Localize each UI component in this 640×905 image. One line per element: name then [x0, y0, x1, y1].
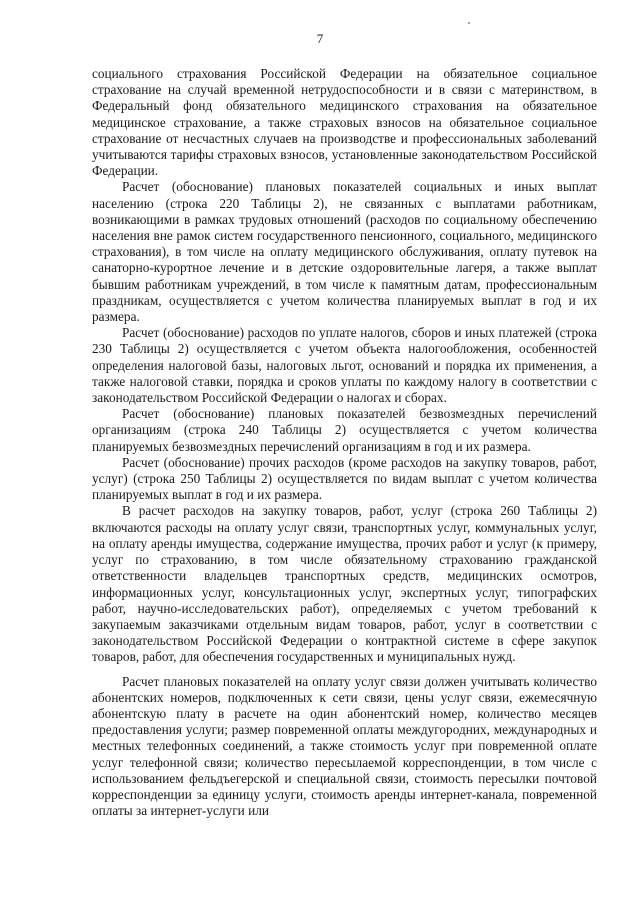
paragraph-taxes: Расчет (обоснование) расходов по уплате налогов, сборов и иных платежей (строка 230 Таблицы 2) осуществляется с учетом объекта налогообложения, особенностей определения налоговой базы, налоговых льгот, оснований и порядка их применения, а также налоговой ставки, порядка и сроков уплаты по каждому налогу в соответствии с законодательством Российской Федерации о налогах и сборах. — [92, 325, 597, 406]
scan-speck — [468, 22, 470, 24]
paragraph-other-expenses: Расчет (обоснование) прочих расходов (кроме расходов на закупку товаров, работ, услуг) (строка 250 Таблицы 2) осуществляется по видам выплат с учетом количества планируемых выплат в год и их размера. — [92, 454, 597, 503]
paragraph-social-payments: Расчет (обоснование) плановых показателей социальных и иных выплат населению (строка 220 Таблицы 2), не связанных с выплатами работникам, возникающими в рамках трудовых отношений (расходов по социальному обеспечению населения вне рамок систем государственного пенсионного, социального, медицинского страхования), в том числе на оплату медицинского обслуживания, оплату путевок на санаторно-курортное лечение и в детские оздоровительные лагеря, а также выплат бывшим работникам учреждений, в том числе к памятным датам, профессиональным праздникам, осуществляется с учетом количества планируемых выплат в год и их размера. — [92, 179, 597, 325]
page-number: 7 — [316, 31, 324, 46]
paragraph-communication-services: Расчет плановых показателей на оплату услуг связи должен учитывать количество абонентских номеров, подключенных к сети связи, цены услуг связи, ежемесячную абонентскую плату в расчете на один абонентский номер, количество месяцев предоставления услуги; размер повременной оплаты междугородних, международных и местных телефонных соединений, а также стоимость услуг при повременной оплате услуг телефонной связи; количество пересылаемой корреспонденции, в том числе с использованием фельдъегерской и специальной связи, стоимость пересылки почтовой корреспонденции за единицу услуги, стоимость аренды интернет-канала, повременной оплаты за интернет-услуги или — [92, 673, 597, 819]
paragraph-continuation: социального страхования Российской Федерации на обязательное социальное страхование на случай временной нетрудоспособности и в связи с материнством, в Федеральный фонд обязательного медицинского страхования на обязательное медицинское страхование, а также страховых взносов на обязательное социальное страхование от несчастных случаев на производстве и профессиональных заболеваний учитываются тарифы страховых взносов, установленные законодательством Российской Федерации. — [92, 66, 597, 179]
paragraph-procurement: В расчет расходов на закупку товаров, работ, услуг (строка 260 Таблицы 2) включаются расходы на оплату услуг связи, транспортных услуг, коммунальных услуг, на оплату аренды имущества, содержание имущества, прочих работ и услуг (к примеру, услуг по страхованию, в том числе обязательному страхованию гражданской ответственности владельцев транспортных средств, медицинских осмотров, информационных услуг, консультационных услуг, экспертных услуг, типографских работ, научно-исследовательских работ), определяемых с учетом требований к закупаемым заказчиками отдельным видам товаров, работ, услуг в соответствии с законодательством Российской Федерации о контрактной системе в сфере закупок товаров, работ, для обеспечения государственных и муниципальных нужд. — [92, 503, 597, 665]
paragraph-grants: Расчет (обоснование) плановых показателей безвозмездных перечислений организациям (строка 240 Таблицы 2) осуществляется с учетом количества планируемых безвозмездных перечислений организациям в год и их размера. — [92, 406, 597, 454]
document-body — [92, 66, 597, 819]
